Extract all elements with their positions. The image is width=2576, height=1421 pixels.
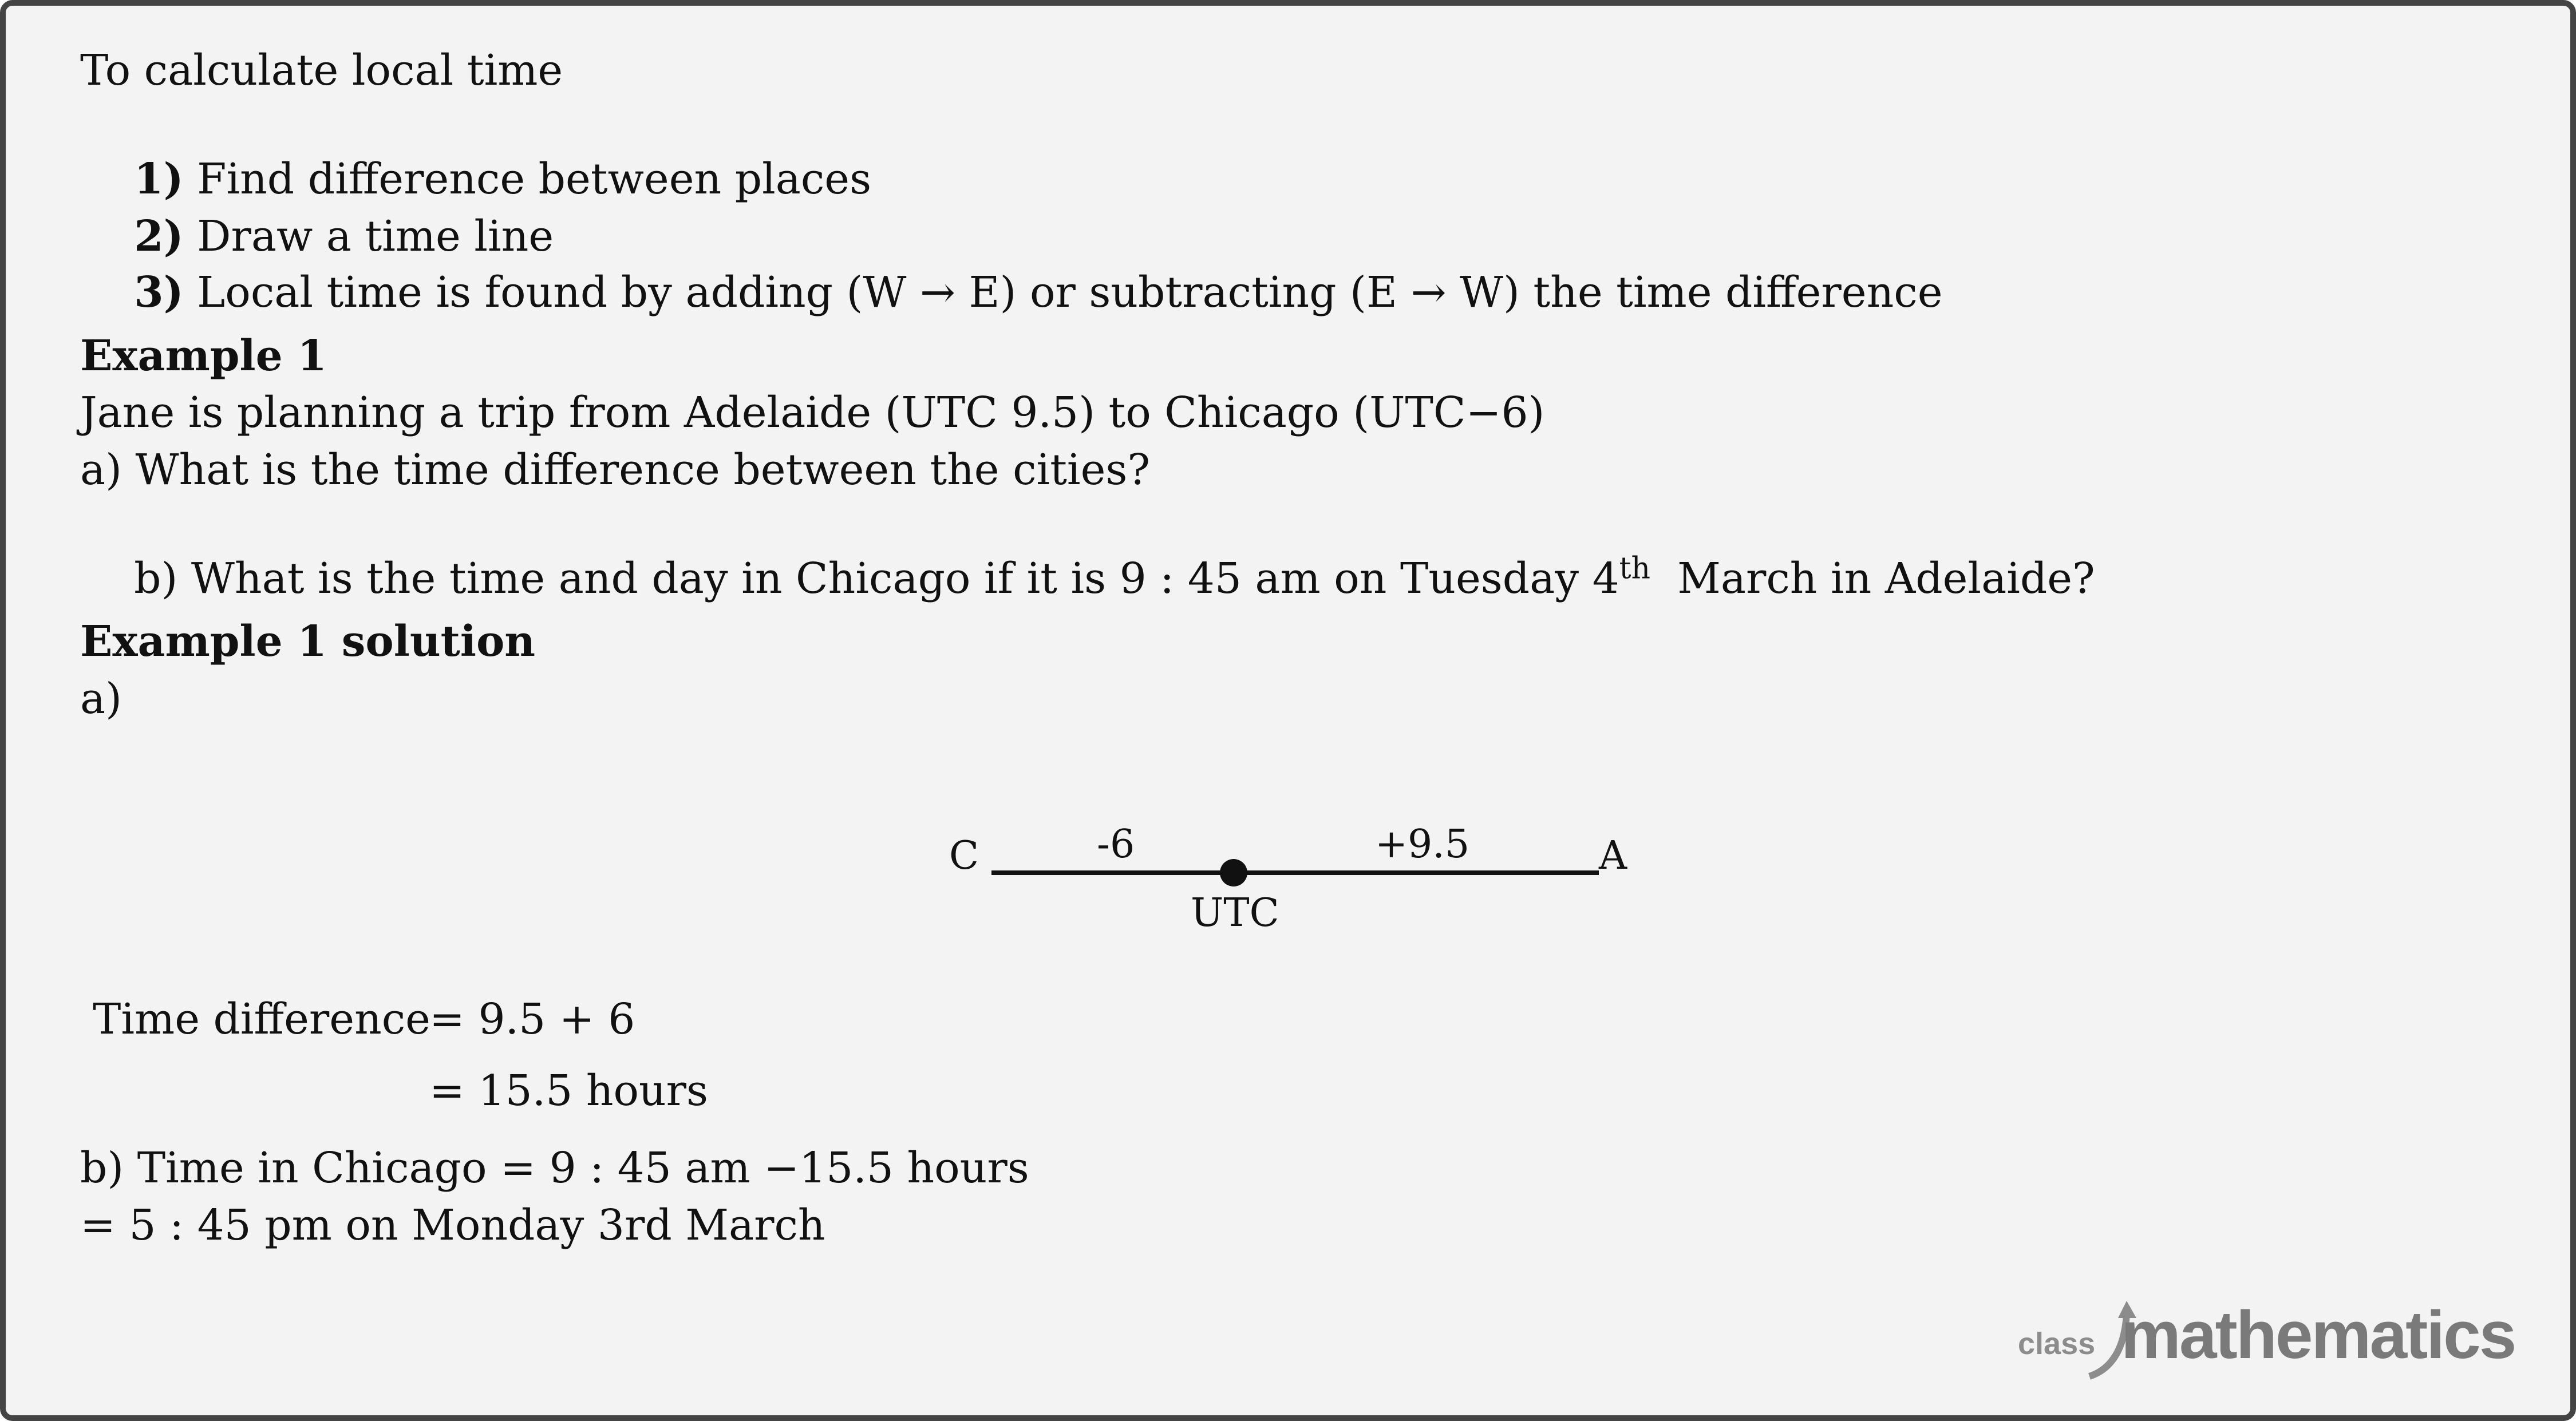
question-b-text-end: March in Adelaide? — [1650, 554, 2095, 603]
example-statement: Jane is planning a trip from Adelaide (UTC 9.5) to Chicago (UTC−6) — [80, 388, 1545, 437]
utc-point — [1220, 859, 1247, 886]
time-difference-step-1: = 9.5 + 6 — [429, 995, 635, 1044]
timeline-adelaide-offset: +9.5 — [1375, 822, 1470, 867]
time-difference-step-2: = 15.5 hours — [429, 1066, 709, 1115]
step-text: Find difference between places — [183, 155, 872, 204]
time-difference-label: Time difference — [93, 995, 430, 1044]
timeline-utc-label: UTC — [1191, 890, 1279, 936]
logo-class-text: class — [2018, 1327, 2096, 1361]
step-number: 1) — [134, 155, 184, 204]
intro-title: To calculate local time — [80, 46, 563, 95]
class-mathematics-logo — [2006, 1296, 2515, 1382]
step-3 — [80, 215, 1943, 370]
step-text: Local time is found by adding (W → E) or subtracting (E → W) the time difference — [183, 268, 1943, 317]
solution-part-a-label: a) — [80, 674, 122, 723]
solution-part-b-line-1: b) Time in Chicago = 9 : 45 am −15.5 hours — [80, 1143, 1029, 1193]
solution-heading: Example 1 solution — [80, 617, 536, 666]
step-number: 3) — [134, 268, 184, 317]
timeline-adelaide-label: A — [1599, 833, 1627, 878]
timeline-chicago-offset: -6 — [1097, 822, 1135, 867]
timeline-chicago-label: C — [949, 833, 979, 878]
solution-part-b-line-2: = 5 : 45 pm on Monday 3rd March — [80, 1201, 825, 1250]
logo-mathematics-text: mathematics — [2121, 1297, 2515, 1373]
example-heading: Example 1 — [80, 331, 327, 381]
question-b-text: b) What is the time and day in Chicago if it is 9 : 45 am on Tuesday 4 — [134, 554, 1619, 603]
step-number: 2) — [134, 212, 184, 261]
question-a: a) What is the time difference between the cities? — [80, 445, 1151, 494]
ordinal-suffix: th — [1619, 551, 1651, 586]
step-text: Draw a time line — [183, 212, 554, 261]
